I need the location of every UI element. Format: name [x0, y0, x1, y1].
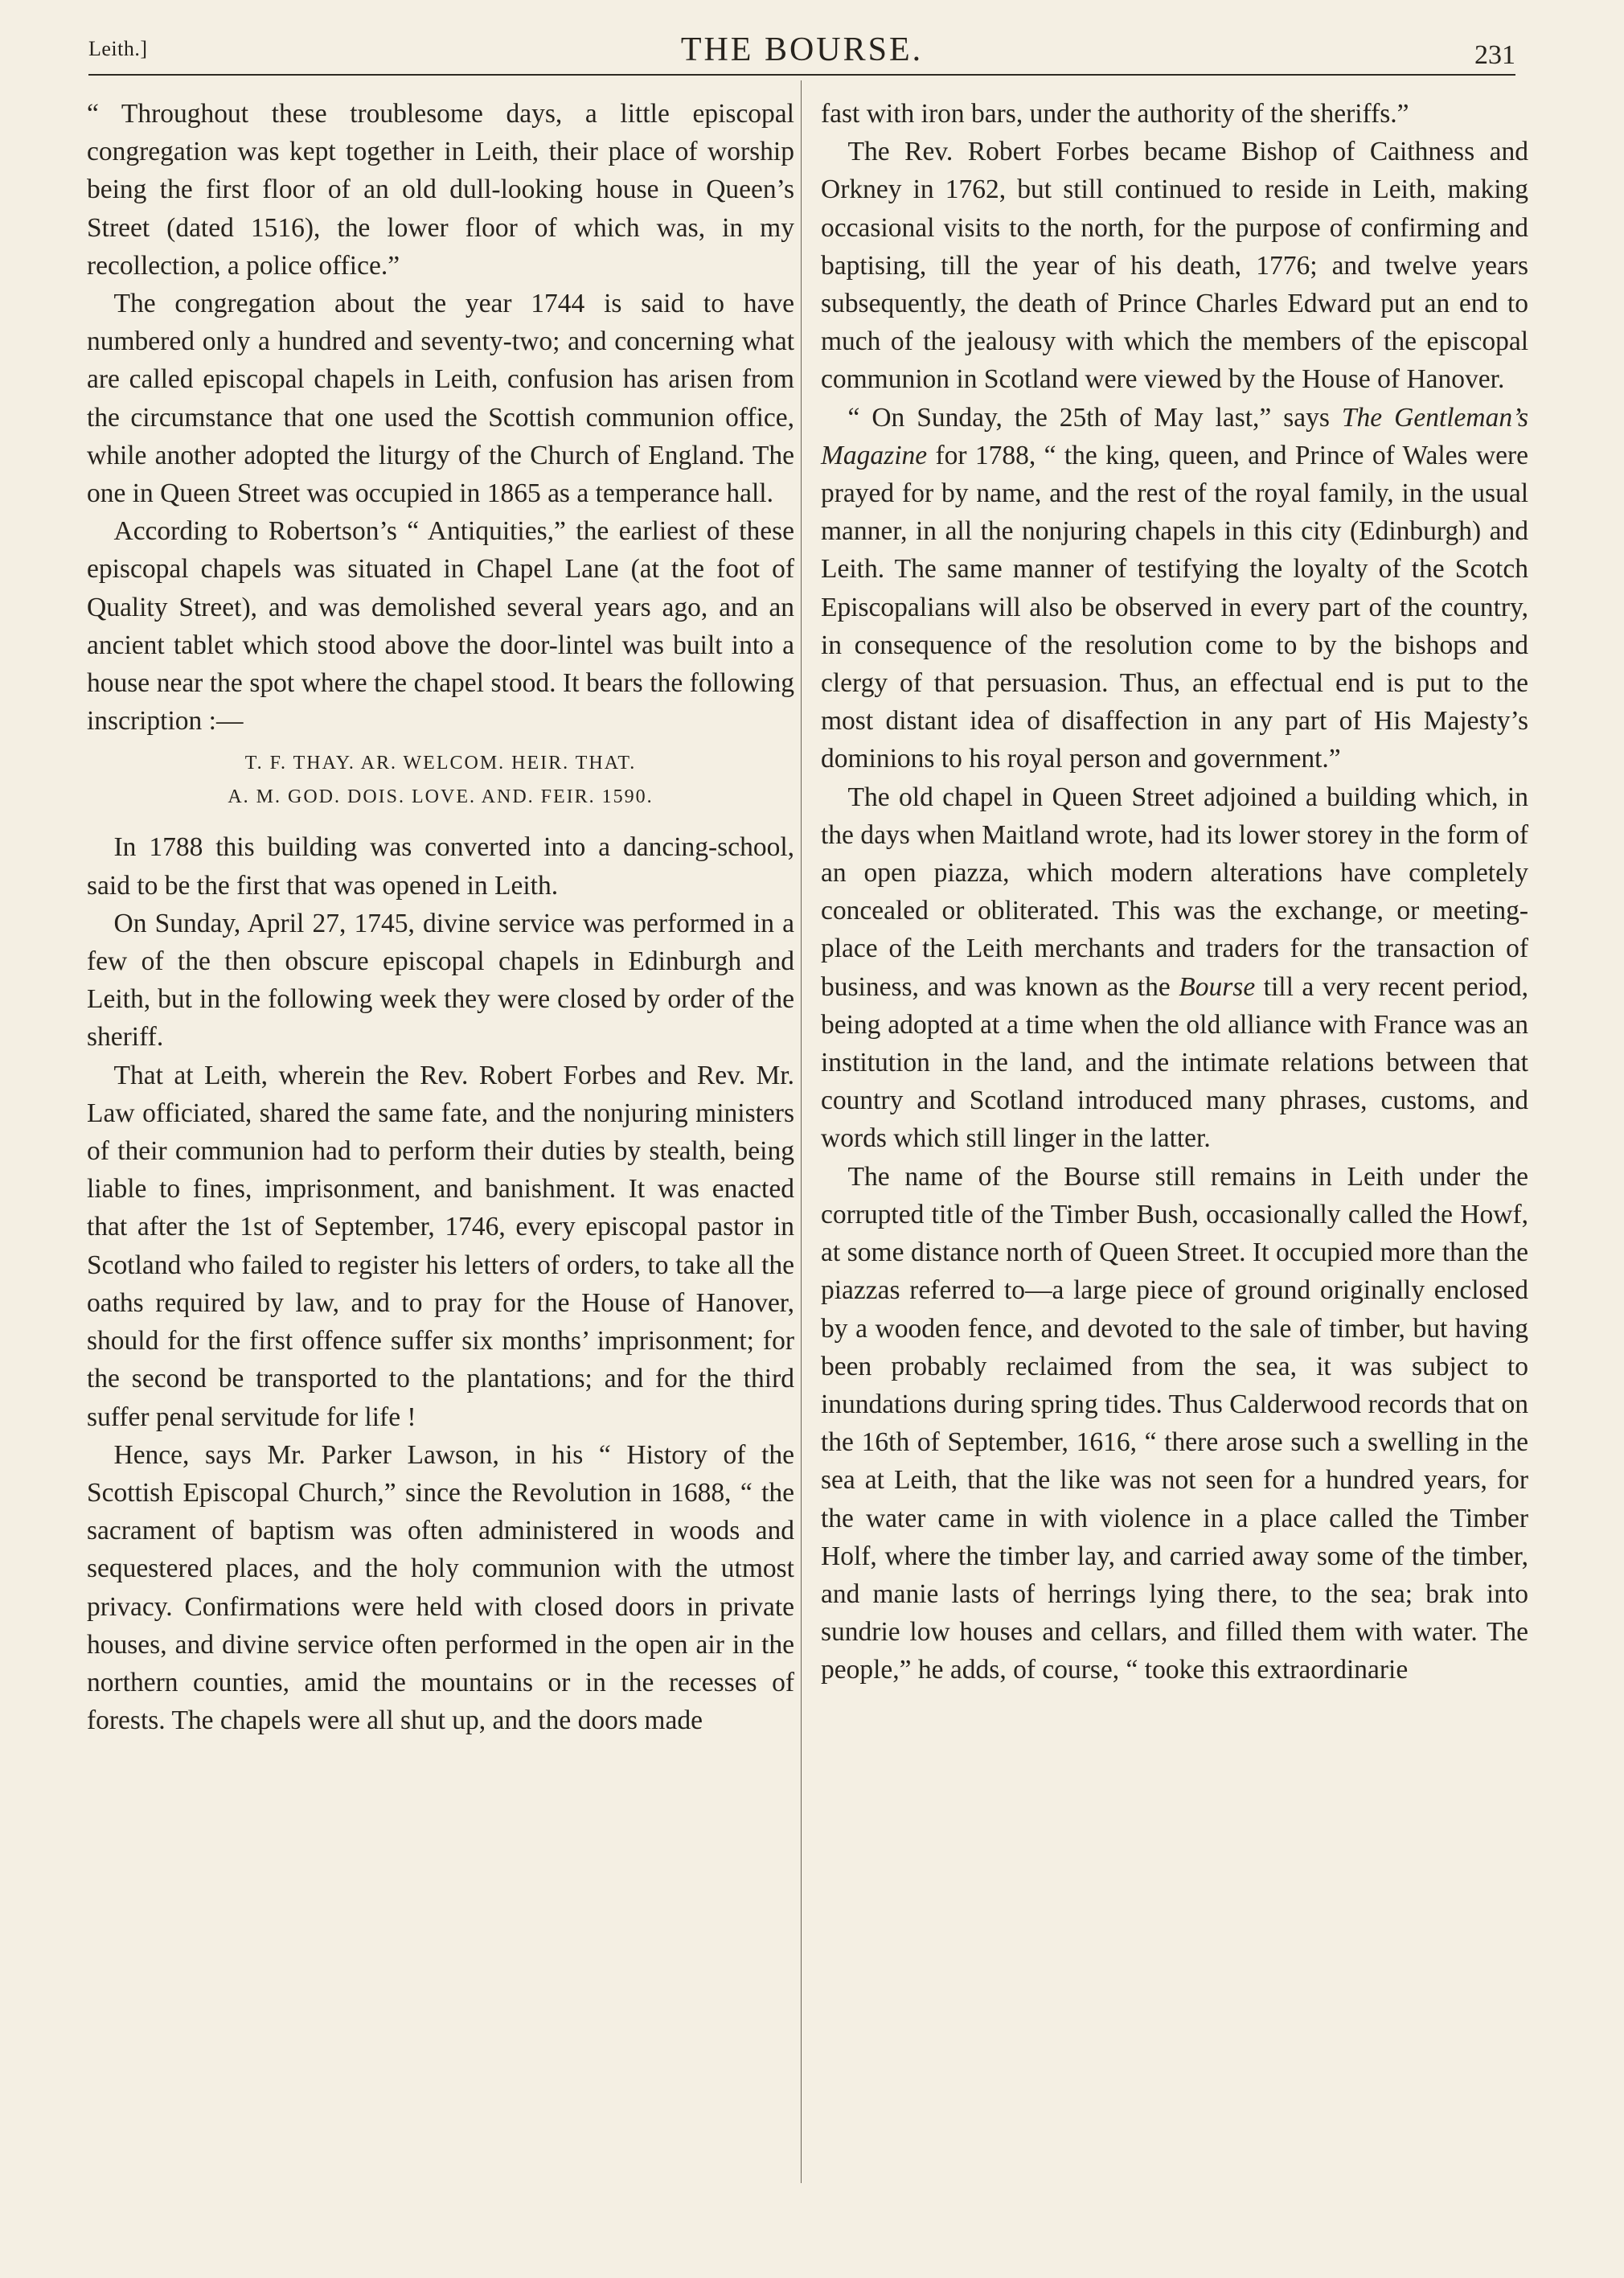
paragraph: The congregation about the year 1744 is said to have numbered only a hundred and seventy-two; and concerning what are called episcopal chapels in Leith, confusion has arisen from the circumstance that one used the Scottish communion office, while another adopted the liturgy of the Church of England. The one in Queen Street was occupied in 1865 as a temperance hall. — [87, 289, 794, 509]
inscription-line: A. M. GOD. DOIS. LOVE. AND. FEIR. 1590. — [228, 786, 654, 808]
running-head: Leith.] — [88, 37, 148, 60]
bourse-term: Bourse — [1179, 971, 1256, 1002]
paragraph: According to Robertson’s “ Antiquities,” the earliest of these episcopal chapels was situated in Chapel Lane (at the foot of Quality Street), and was demolished several years ago, and an ancient tablet which stood above the door-lintel was built into a house near the spot where the chapel stood. It bears the following inscription :— — [87, 516, 794, 737]
text-run: till a very recent period, being adopted at a time when the old alliance with France was an institution in the land, and the intimate relations between that country and Scotland introduced many phrases, customs, and words which still linger in the latter. — [821, 971, 1529, 1154]
inscription-line: T. F. THAY. AR. WELCOM. HEIR. THAT. — [244, 753, 637, 774]
text-run: “ On Sunday, the 25th of May last,” says — [847, 402, 1342, 433]
paragraph — [821, 778, 1528, 1158]
paragraph: fast with iron bars, under the authority of the sheriffs.” — [821, 99, 1409, 129]
paragraph: That at Leith, wherein the Rev. Robert Forbes and Rev. Mr. Law officiated, shared the same fate, and the nonjuring ministers of their communion had to perform their duties by stealth, being liable to fines, imprisonment, and banishment. It was enacted that after the 1st of September, 1746, every episcopal pastor in Scotland who failed to register his letters of orders, to take all the oaths required by law, and to pray for the House of Hanover, should for the first offence suffer six months’ imprisonment; for the second be transported to the plantations; and for the third suffer penal servitude for life ! — [87, 1060, 794, 1432]
paragraph: “ Throughout these troublesome days, a little episcopal congregation was kept together in Leith, their place of worship being the first floor of an old dull-looking house in Queen’s Street (dated 1516), the lower floor of which was, in my recollection, a police office.” — [87, 99, 794, 281]
page-number: 231 — [1474, 40, 1515, 70]
paragraph: The name of the Bourse still remains in Leith under the corrupted title of the Timber Bush, occasionally called the Howf, at some distance north of Queen Street. It occupied more than the piazzas referred to—a large piece of ground originally enclosed by a wooden fence, and devoted to the sale of timber, but having been probably reclaimed from the sea, it was subject to inundations during spring tides. Thus Calderwood records that on the 16th of September, 1616, “ there arose such a swelling in the sea at Leith, that the like was not seen for a hundred years, for the water came in with violence in a place called the Timber Holf, where the timber lay, and carried away some of the timber, and manie lasts of herrings lying there, to the sea; brak into sundrie low houses and cellars, and filled them with water. The people,” he adds, of course, “ tooke this extraordinarie — [821, 1161, 1528, 1685]
paragraph: Hence, says Mr. Parker Lawson, in his “ History of the Scottish Episcopal Church,” since the Revolution in 1688, “ the sacrament of baptism was often administered in woods and sequestered places, and the holy communion with the utmost privacy. Confirmations were held with closed doors in private houses, and divine service often performed in the open air in the northern counties, amid the mountains or in the recesses of forests. The chapels were all shut up, and the doors made — [87, 1439, 794, 1736]
right-column — [821, 95, 1528, 1689]
header-rule — [88, 74, 1515, 76]
left-column — [87, 95, 794, 1739]
magazine-title: The Gentleman’s Magazine — [821, 402, 1528, 470]
page-header — [88, 31, 1515, 79]
paragraph — [821, 399, 1528, 778]
page-title: THE BOURSE. — [680, 31, 924, 68]
paragraph: On Sunday, April 27, 1745, divine service was performed in a few of the then obscure episcopal chapels in Edinburgh and Leith, but in the following week they were closed by order of the sheriff. — [87, 908, 794, 1053]
column-divider — [801, 80, 802, 2183]
paragraph: The Rev. Robert Forbes became Bishop of Caithness and Orkney in 1762, but still continued to reside in Leith, making occasional visits to the north, for the purpose of confirming and baptising, till the year of his death, 1776; and twelve years subsequently, the death of Prince Charles Edward put an end to much of the jealousy with which the members of the episcopal communion in Scotland were viewed by the House of Hanover. — [821, 137, 1528, 395]
inscription — [87, 746, 794, 814]
paragraph: In 1788 this building was converted into a dancing-school, said to be the first that was opened in Leith. — [87, 832, 794, 901]
text-run: The old chapel in Queen Street adjoined a building which, in the days when Maitland wrote, had its lower storey in the form of an open piazza, which modern alterations have completely concealed or obliterated. This was the exchange, or meeting-place of the Leith merchants and traders for the transaction of business, and was known as the — [821, 782, 1528, 1002]
text-run: for 1788, “ the king, queen, and Prince of Wales were prayed for by name, and the rest of the royal family, in the usual manner, in all the nonjuring chapels in this city (Edinburgh) and Leith. The same manner of testifying the loyalty of the Scotch Episcopalians will also be observed in every part of the country, in consequence of the resolution come to by the bishops and clergy of that persuasion. Thus, an effectual end is put to the most distant idea of disaffection in any part of His Majesty’s dominions to his royal person and government.” — [821, 440, 1528, 774]
